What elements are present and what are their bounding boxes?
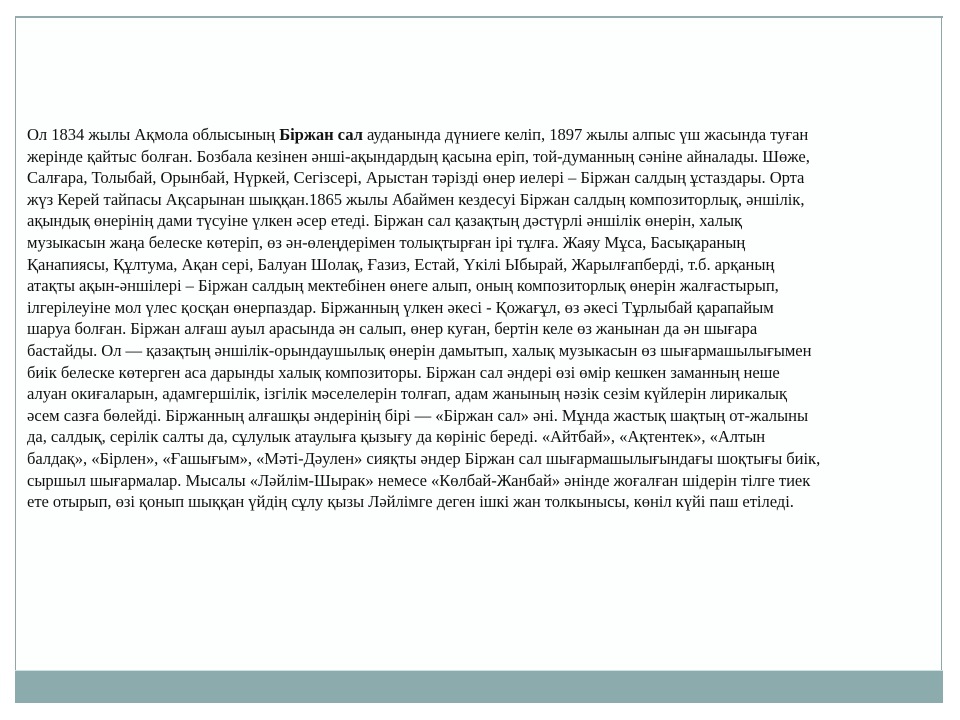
text-line: сыршыл шығармалар. Мысалы «Ләйлім-Шырак» немесе «Көлбай-Жанбай» әнінде жоғалған шідерін тілге тиек bbox=[27, 470, 811, 490]
bold-term: Біржан сал bbox=[279, 125, 363, 144]
text-line: ілгерілеуіне мол үлес қосқан өнерпаздар. Біржанның үлкен әкесі - Қожағұл, өз әкесі Тұрлыбай қарапайым bbox=[27, 297, 774, 317]
text-line: ете отырып, өзі қонып шыққан үйдің сұлу қызы Ләйлімге деген ішкі жан толкынысы, көніл күйі паш етіледі. bbox=[27, 492, 794, 512]
text-run: ауданында дүниеге келіп, 1897 жылы алпыс үш жасында туған bbox=[362, 125, 809, 144]
text-line: шаруа болған. Біржан алғаш ауыл арасында ән салып, өнер куған, бертін келе өз жанынан да ән шығара bbox=[27, 319, 758, 339]
text-line: жерінде қайтыс болған. Бозбала кезінен әнші-ақындардың қасына еріп, той-думанның сәніне айналады. Шөже, bbox=[27, 146, 810, 166]
text-line: музыкасын жаңа белеске көтеріп, өз ән-өлеңдерімен толықтырған ірі тұлға. Жаяу Мұса, Басықараның bbox=[27, 232, 746, 252]
text-line: әсем сазға бөлейді. Біржанның алғашқы әндерінің бірі — «Біржан сал» әні. Мұнда жастық шақтың от-жалыны bbox=[27, 405, 809, 425]
frame-top-border bbox=[15, 16, 943, 18]
body-paragraph bbox=[27, 124, 939, 513]
text-line: алуан окиғаларын, адамгершілік, ізгілік мәселелерін толғап, адам жанының нәзік сезім күйлерін лирикалық bbox=[27, 384, 788, 404]
text-line: ақындық өнерінің дами түсуіне үлкен әсер етеді. Біржан сал қазақтың дәстүрлі әншілік өнерін, халық bbox=[27, 211, 743, 231]
text-line: балдақ», «Бірлен», «Ғашығым», «Мәті-Дәулен» сияқты әндер Біржан сал шығармашылығындағы шоқтығы биік, bbox=[27, 448, 821, 468]
text-line: жүз Керей тайпасы Ақсарынан шыққан.1865 жылы Абаймен кездесуі Біржан салдың композиторлық, әншілік, bbox=[27, 189, 805, 209]
text-line bbox=[27, 124, 939, 146]
text-run: Ол 1834 жылы Ақмола облысының bbox=[27, 125, 280, 144]
text-line: Қанапиясы, Құлтума, Ақан сері, Балуан Шолақ, Ғазиз, Естай, Үкілі Ыбырай, Жарылғапберді, т.б. арқаның bbox=[27, 254, 775, 274]
text-line: биік белеске көтерген аса дарынды халық композиторы. Біржан сал әндері өзі өмір кешкен заманның неше bbox=[27, 362, 780, 382]
text-line: да, салдық, серілік салты да, сұлулык атаулыға қызығу да көрініс береді. «Айтбай», «Ақтентек», «Алтын bbox=[27, 427, 766, 447]
footer-bar bbox=[15, 670, 943, 703]
text-line: атақты ақын-әншілері – Біржан салдың мектебінен өнеге алып, оның композиторлық өнерін жалғастырып, bbox=[27, 276, 779, 296]
text-line: бастайды. Ол — қазақтың әншілік-орындаушылық өнерін дамытып, халық музыкасын өз шығармашылығымен bbox=[27, 340, 812, 360]
text-line: Салғара, Толыбай, Орынбай, Нүркей, Сегізсері, Арыстан тәрізді өнер иелері – Біржан салдың ұстаздары. Орта bbox=[27, 168, 805, 188]
